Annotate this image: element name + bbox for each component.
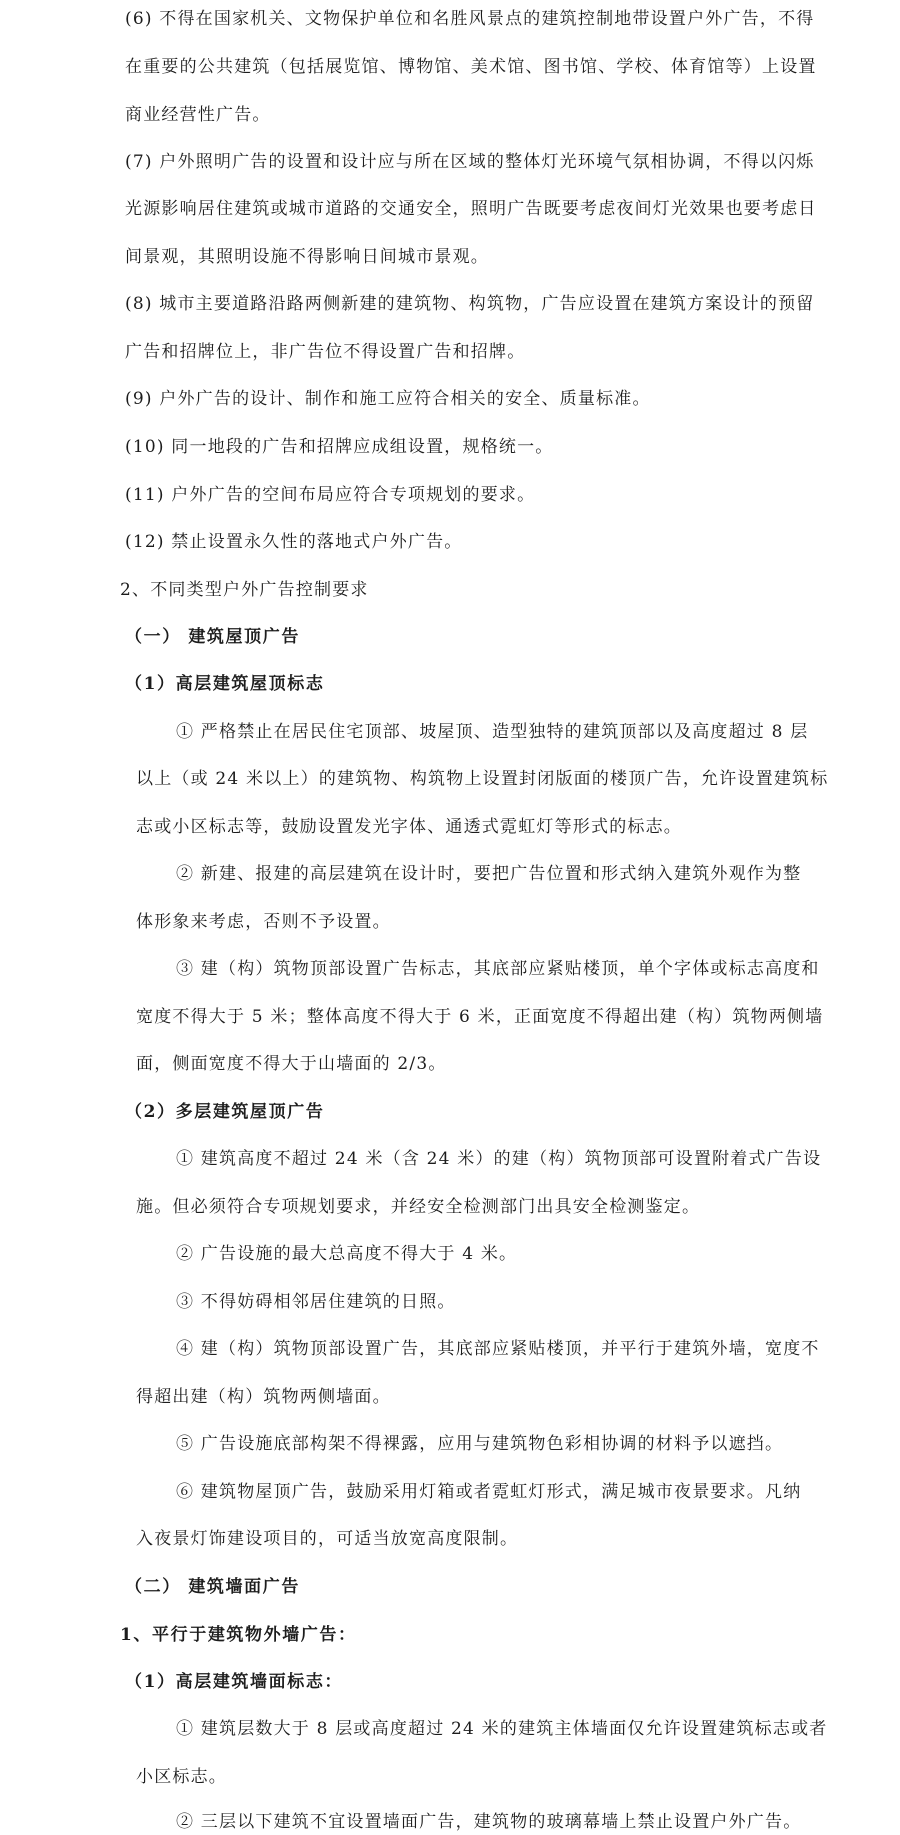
text-line: ② 三层以下建筑不宜设置墙面广告，建筑物的玻璃幕墙上禁止设置户外广告。 — [176, 1812, 802, 1832]
text-line: ⑤ 广告设施底部构架不得裸露，应用与建筑物色彩相协调的材料予以遮挡。 — [176, 1434, 784, 1454]
text-line: (10) 同一地段的广告和招牌应成组设置，规格统一。 — [125, 437, 554, 457]
text-line: 入夜景灯饰建设项目的，可适当放宽高度限制。 — [136, 1529, 519, 1549]
text-line: (11) 户外广告的空间布局应符合专项规划的要求。 — [125, 485, 536, 505]
text-line: (9) 户外广告的设计、制作和施工应符合相关的安全、质量标准。 — [125, 389, 651, 409]
text-line: 宽度不得大于 5 米；整体高度不得大于 6 米，正面宽度不得超出建（构）筑物两侧墙 — [136, 1007, 824, 1027]
text-line: 以上（或 24 米以上）的建筑物、构筑物上设置封闭版面的楼顶广告，允许设置建筑标 — [136, 769, 829, 789]
text-line: (8) 城市主要道路沿路两侧新建的建筑物、构筑物，广告应设置在建筑方案设计的预留 — [125, 294, 815, 314]
text-line: 得超出建（构）筑物两侧墙面。 — [136, 1387, 391, 1407]
text-line: (6) 不得在国家机关、文物保护单位和名胜风景点的建筑控制地带设置户外广告，不得 — [125, 9, 815, 29]
text-line: 光源影响居住建筑或城市道路的交通安全，照明广告既要考虑夜间灯光效果也要考虑日 — [125, 199, 817, 219]
subsection-heading: （1）高层建筑屋顶标志 — [125, 674, 325, 694]
text-line: 间景观，其照明设施不得影响日间城市景观。 — [125, 247, 489, 267]
text-line: (12) 禁止设置永久性的落地式户外广告。 — [125, 532, 463, 552]
text-line: 在重要的公共建筑（包括展览馆、博物馆、美术馆、图书馆、学校、体育馆等）上设置 — [125, 57, 817, 77]
text-line: ① 严格禁止在居民住宅顶部、坡屋顶、造型独特的建筑顶部以及高度超过 8 层 — [176, 722, 809, 742]
text-line: ① 建筑层数大于 8 层或高度超过 24 米的建筑主体墙面仅允许设置建筑标志或者 — [176, 1719, 828, 1739]
text-line: 商业经营性广告。 — [125, 105, 271, 125]
text-line: ⑥ 建筑物屋顶广告，鼓励采用灯箱或者霓虹灯形式，满足城市夜景要求。凡纳 — [176, 1482, 802, 1502]
text-line: 志或小区标志等，鼓励设置发光字体、通透式霓虹灯等形式的标志。 — [136, 817, 682, 837]
subsection-heading: （1）高层建筑墙面标志： — [125, 1672, 344, 1692]
text-line: ③ 不得妨碍相邻居住建筑的日照。 — [176, 1292, 456, 1312]
text-line: 施。但必须符合专项规划要求，并经安全检测部门出具安全检测鉴定。 — [136, 1197, 701, 1217]
text-line: 小区标志。 — [136, 1767, 227, 1787]
text-line: ② 广告设施的最大总高度不得大于 4 米。 — [176, 1244, 518, 1264]
text-line: (7) 户外照明广告的设置和设计应与所在区域的整体灯光环境气氛相协调，不得以闪烁 — [125, 152, 815, 172]
section-heading: （一） 建筑屋顶广告 — [125, 627, 300, 647]
text-line: 体形象来考虑，否则不予设置。 — [136, 912, 391, 932]
subsection-heading: （2）多层建筑屋顶广告 — [125, 1102, 325, 1122]
section-heading: 1、平行于建筑物外墙广告： — [120, 1625, 357, 1645]
text-line: ① 建筑高度不超过 24 米（含 24 米）的建（构）筑物顶部可设置附着式广告设 — [176, 1149, 822, 1169]
text-line: ③ 建（构）筑物顶部设置广告标志，其底部应紧贴楼顶，单个字体或标志高度和 — [176, 959, 820, 979]
section-heading: （二） 建筑墙面广告 — [125, 1577, 300, 1597]
text-line: 面，侧面宽度不得大于山墙面的 2/3。 — [136, 1054, 447, 1074]
text-line: ④ 建（构）筑物顶部设置广告，其底部应紧贴楼顶，并平行于建筑外墙，宽度不 — [176, 1339, 820, 1359]
section-heading: 2、不同类型户外广告控制要求 — [120, 580, 369, 600]
text-line: 广告和招牌位上，非广告位不得设置广告和招牌。 — [125, 342, 526, 362]
text-line: ② 新建、报建的高层建筑在设计时，要把广告位置和形式纳入建筑外观作为整 — [176, 864, 802, 884]
